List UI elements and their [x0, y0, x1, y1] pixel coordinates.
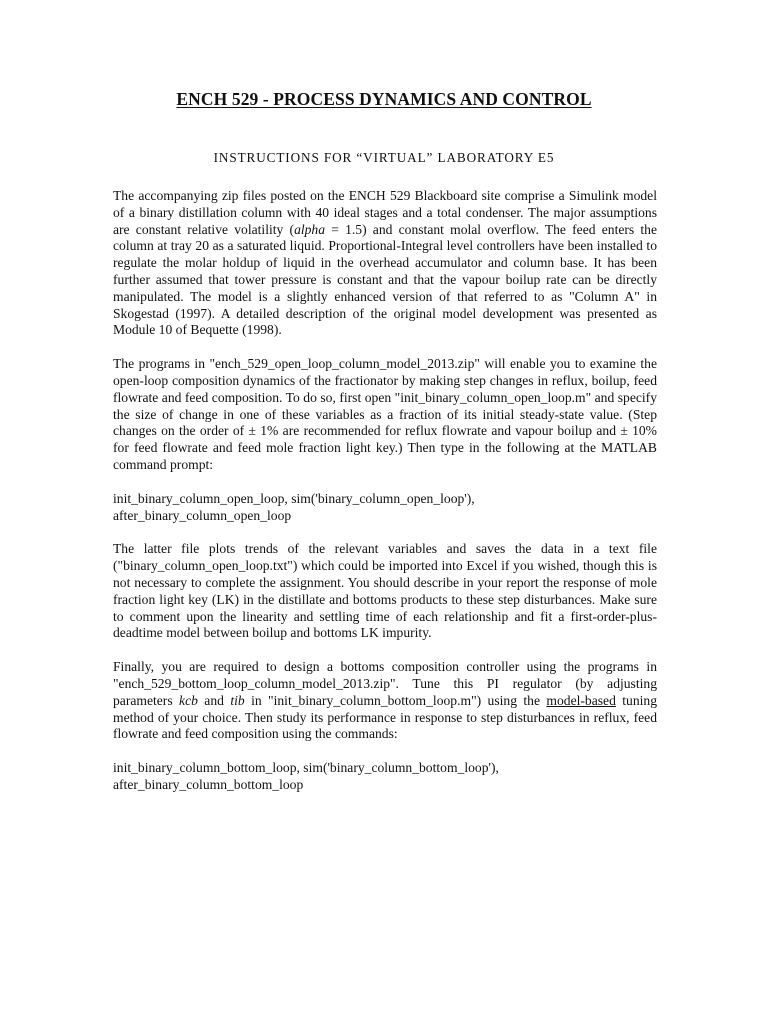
open-loop-command-line-1: init_binary_column_open_loop, sim('binary_column_open_loop'),: [113, 490, 475, 506]
p4-text-b: in "init_binary_column_bottom_loop.m") using the: [244, 692, 547, 708]
model-based-link[interactable]: model-based: [546, 692, 616, 708]
page-title: ENCH 529 - PROCESS DYNAMICS AND CONTROL: [176, 89, 592, 109]
paragraph-results-description: The latter file plots trends of the relevant variables and saves the data in a text file ("binary_column_open_loop.txt") which could be imported into Excel if you wished, though this is not necessary to complete the assignment. You should describe in your report the response of mole fraction light key (LK) in the distillate and bottoms products to these step disturbances. Make sure to comment upon the linearity and settling time of each relationship and fit a first-order-plus-deadtime model between boilup and bottoms LK impurity.: [113, 541, 657, 641]
open-loop-command: [113, 491, 657, 525]
bottom-loop-command: [113, 760, 657, 794]
page-subtitle: INSTRUCTIONS FOR “VIRTUAL” LABORATORY E5: [213, 150, 555, 165]
open-loop-command-line-2: after_binary_column_open_loop: [113, 507, 292, 523]
paragraph-bottom-controller: [113, 659, 657, 743]
document-body: [113, 188, 657, 811]
bottom-loop-command-line-2: after_binary_column_bottom_loop: [113, 776, 304, 792]
p4-text-a: Finally, you are required to design a bottoms composition controller using the programs in "ench_529_bottom_loop_column_model_2013.zip". Tune this PI regulator (by adjusting parameters: [113, 659, 657, 708]
p4-text-and: and: [197, 692, 231, 708]
bottom-loop-command-line-1: init_binary_column_bottom_loop, sim('binary_column_bottom_loop'),: [113, 760, 499, 776]
tib-parameter: tib: [230, 692, 245, 708]
paragraph-open-loop-instructions: The programs in "ench_529_open_loop_column_model_2013.zip" will enable you to examine the open-loop composition dynamics of the fractionator by making step changes in reflux, boilup, feed flowrate and feed composition. To do so, first open "init_binary_column_open_loop.m" and specify the size of change in one of these variables as a fraction of its initial steady-state value. (Step changes on the order of ± 1% are recommended for reflux flowrate and vapour boilup and ± 10% for feed flowrate and feed mole fraction light key.) Then type in the following at the MATLAB command prompt:: [113, 356, 657, 472]
p4-text-c: tuning method of your choice. Then study its performance in response to step disturbances in reflux, feed flowrate and feed composition using the commands:: [113, 692, 658, 742]
alpha-term: alpha: [294, 221, 326, 237]
kcb-parameter: kcb: [179, 692, 198, 708]
paragraph-model-description: [113, 188, 657, 339]
p1-text-b: = 1.5) and constant molal overflow. The feed enters the column at tray 20 as a saturated liquid. Proportional-Integral level controllers have been installed to regulate the molar holdup of liquid in the overhead accumulator and column base. It has been further assumed that tower pressure is constant and that the vapour boilup rate can be directly manipulated. The model is a slightly enhanced version of that referred to as "Column A" in Skogestad (1997). A detailed description of the original model development was presented as Module 10 of Bequette (1998).: [113, 221, 657, 338]
p1-text-a: The accompanying zip files posted on the ENCH 529 Blackboard site comprise a Simulink model of a binary distillation column with 40 ideal stages and a total condenser. The major assumptions are constant relative volatility (: [113, 188, 657, 237]
